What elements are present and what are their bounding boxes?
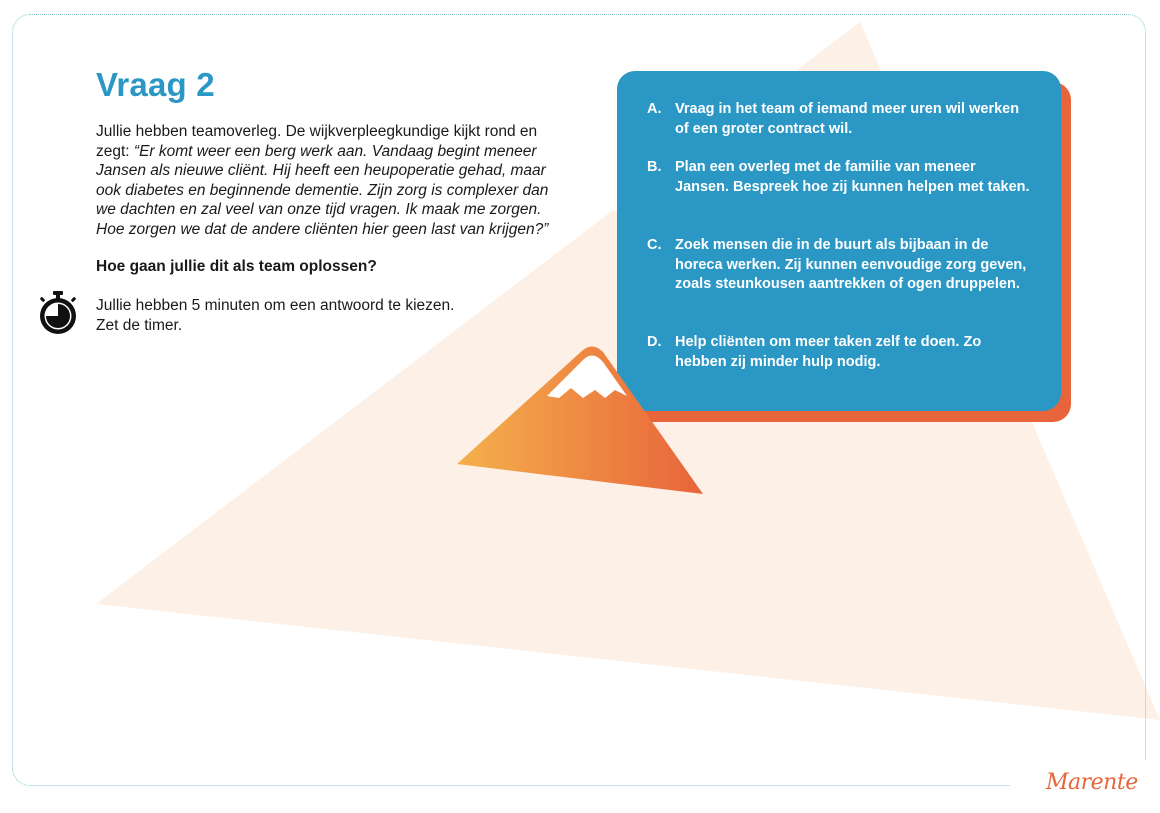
question-text: Hoe gaan jullie dit als team oplossen? [96,258,377,275]
option-b[interactable] [647,158,1031,197]
timer-line-2: Zet de timer. [96,317,183,334]
option-letter: A. [647,101,662,117]
option-text: Vraag in het team of iemand meer uren wil werken of een groter contract wil. [675,101,1020,137]
timer-line-1: Jullie hebben 5 minuten om een antwoord te kiezen. [96,297,455,314]
intro-quote: “Er komt weer een berg werk aan. Vandaag begint meneer Jansen als nieuwe cliënt. Hij heeft een heupoperatie gehad, maar ook diabetes en beginnende dementie. Zijn zorg is complexer dan we dachten en zal veel van onze tijd vragen. Ik maak me zorgen. Hoe zorgen we dat de andere cliënten hier geen last van krijgen?” [96,142,549,238]
option-text: Help cliënten om meer taken zelf te doen. Zo hebben zij minder hulp nodig. [675,334,982,370]
marente-logo: Marente [1046,770,1138,795]
mountain-icon [455,338,705,498]
intro-lead: Jullie hebben teamoverleg. De wijkverpleegkundige kijkt rond en zegt: [96,123,538,160]
option-letter: C. [647,237,662,253]
option-a[interactable] [647,100,1031,139]
option-letter: B. [647,159,662,175]
timer-instructions [96,296,454,336]
intro-text [96,122,571,239]
option-c[interactable] [647,236,1031,295]
option-letter: D. [647,334,662,350]
option-text: Plan een overleg met de familie van meneer Jansen. Bespreek hoe zij kunnen helpen met taken. [675,159,1030,195]
page-title: Vraag 2 [96,66,215,103]
stopwatch-icon [37,290,79,336]
option-text: Zoek mensen die in de buurt als bijbaan in de horeca werken. Zij kunnen eenvoudige zorg geven, zoals steunkousen aantrekken of ogen druppelen. [675,237,1027,292]
